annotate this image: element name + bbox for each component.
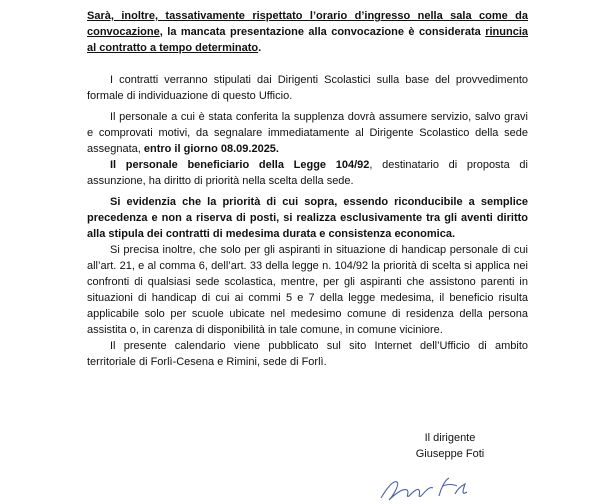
paragraph-servizio	[87, 109, 528, 157]
servizio-text: Il personale a cui è stata conferita la supplenza dovrà assumere servizio, salvo gravi e comprovati motivi, da segnalare immediatamente al Dirigente Scolastico della sede assegnata,	[87, 111, 528, 155]
signature-block	[390, 430, 510, 462]
paragraph-handicap	[87, 242, 528, 338]
servizio-date: entro il giorno 08.09.2025.	[143, 143, 279, 155]
convocazione-end: .	[258, 42, 262, 54]
paragraph-convocazione	[87, 8, 528, 56]
convocazione-rule-text: Sarà, inoltre, tassativamente rispettato l’orario d’ingresso nella sala come da	[87, 10, 528, 22]
paragraph-calendario	[87, 338, 528, 370]
convocazione-word: convocazione	[87, 26, 160, 38]
handwritten-signature	[375, 470, 475, 504]
evidenza-text: Si evidenzia che la priorità di cui sopra, essendo riconducibile a semplice precedenza e non a riserva di posti, si realizza esclusivamente tra gli aventi diritto alla stipula dei contratti di medesima durata e consistenza economica.	[87, 196, 528, 240]
contratti-text: I contratti verranno stipulati dai Dirigenti Scolastici sulla base del provvedimento formale di individuazione di questo Ufficio.	[87, 74, 528, 102]
paragraph-evidenza	[87, 194, 528, 242]
signature-role: Il dirigente	[424, 432, 476, 444]
legge-text: , destinatario di proposta di assunzione, ha diritto di priorità nella scelta della sede.	[87, 159, 528, 187]
legge-bold: Il personale beneficiario della Legge 104/92	[110, 159, 370, 171]
paragraph-legge	[87, 157, 528, 189]
signature-name: Giuseppe Foti	[415, 448, 485, 460]
convocazione-middle-text: , la mancata presentazione alla convocazione è considerata	[159, 26, 486, 38]
rinuncia-text: rinuncia al contratto a tempo determinato	[87, 26, 528, 54]
paragraph-contratti	[87, 72, 528, 104]
calendario-text: Il presente calendario viene pubblicato sul sito Internet dell’Ufficio di ambito territoriale di Forlì-Cesena e Rimini, sede di Forlì.	[87, 340, 528, 368]
handicap-text: Si precisa inoltre, che solo per gli aspiranti in situazione di handicap personale di cui all’art. 21, e al comma 6, dell’art. 33 della legge n. 104/92 la priorità di scelta si applica nei confronti di qualsiasi sede scolastica, mentre, per gli aspiranti che assistono parenti in situazioni di handicap di cui ai commi 5 e 7 della legge medesima, il beneficio risulta applicabile solo per scuole ubicate nel medesimo comune di residenza della persona assistita o, in carenza di disponibilità in tale comune, in comune viciniore.	[87, 244, 528, 336]
